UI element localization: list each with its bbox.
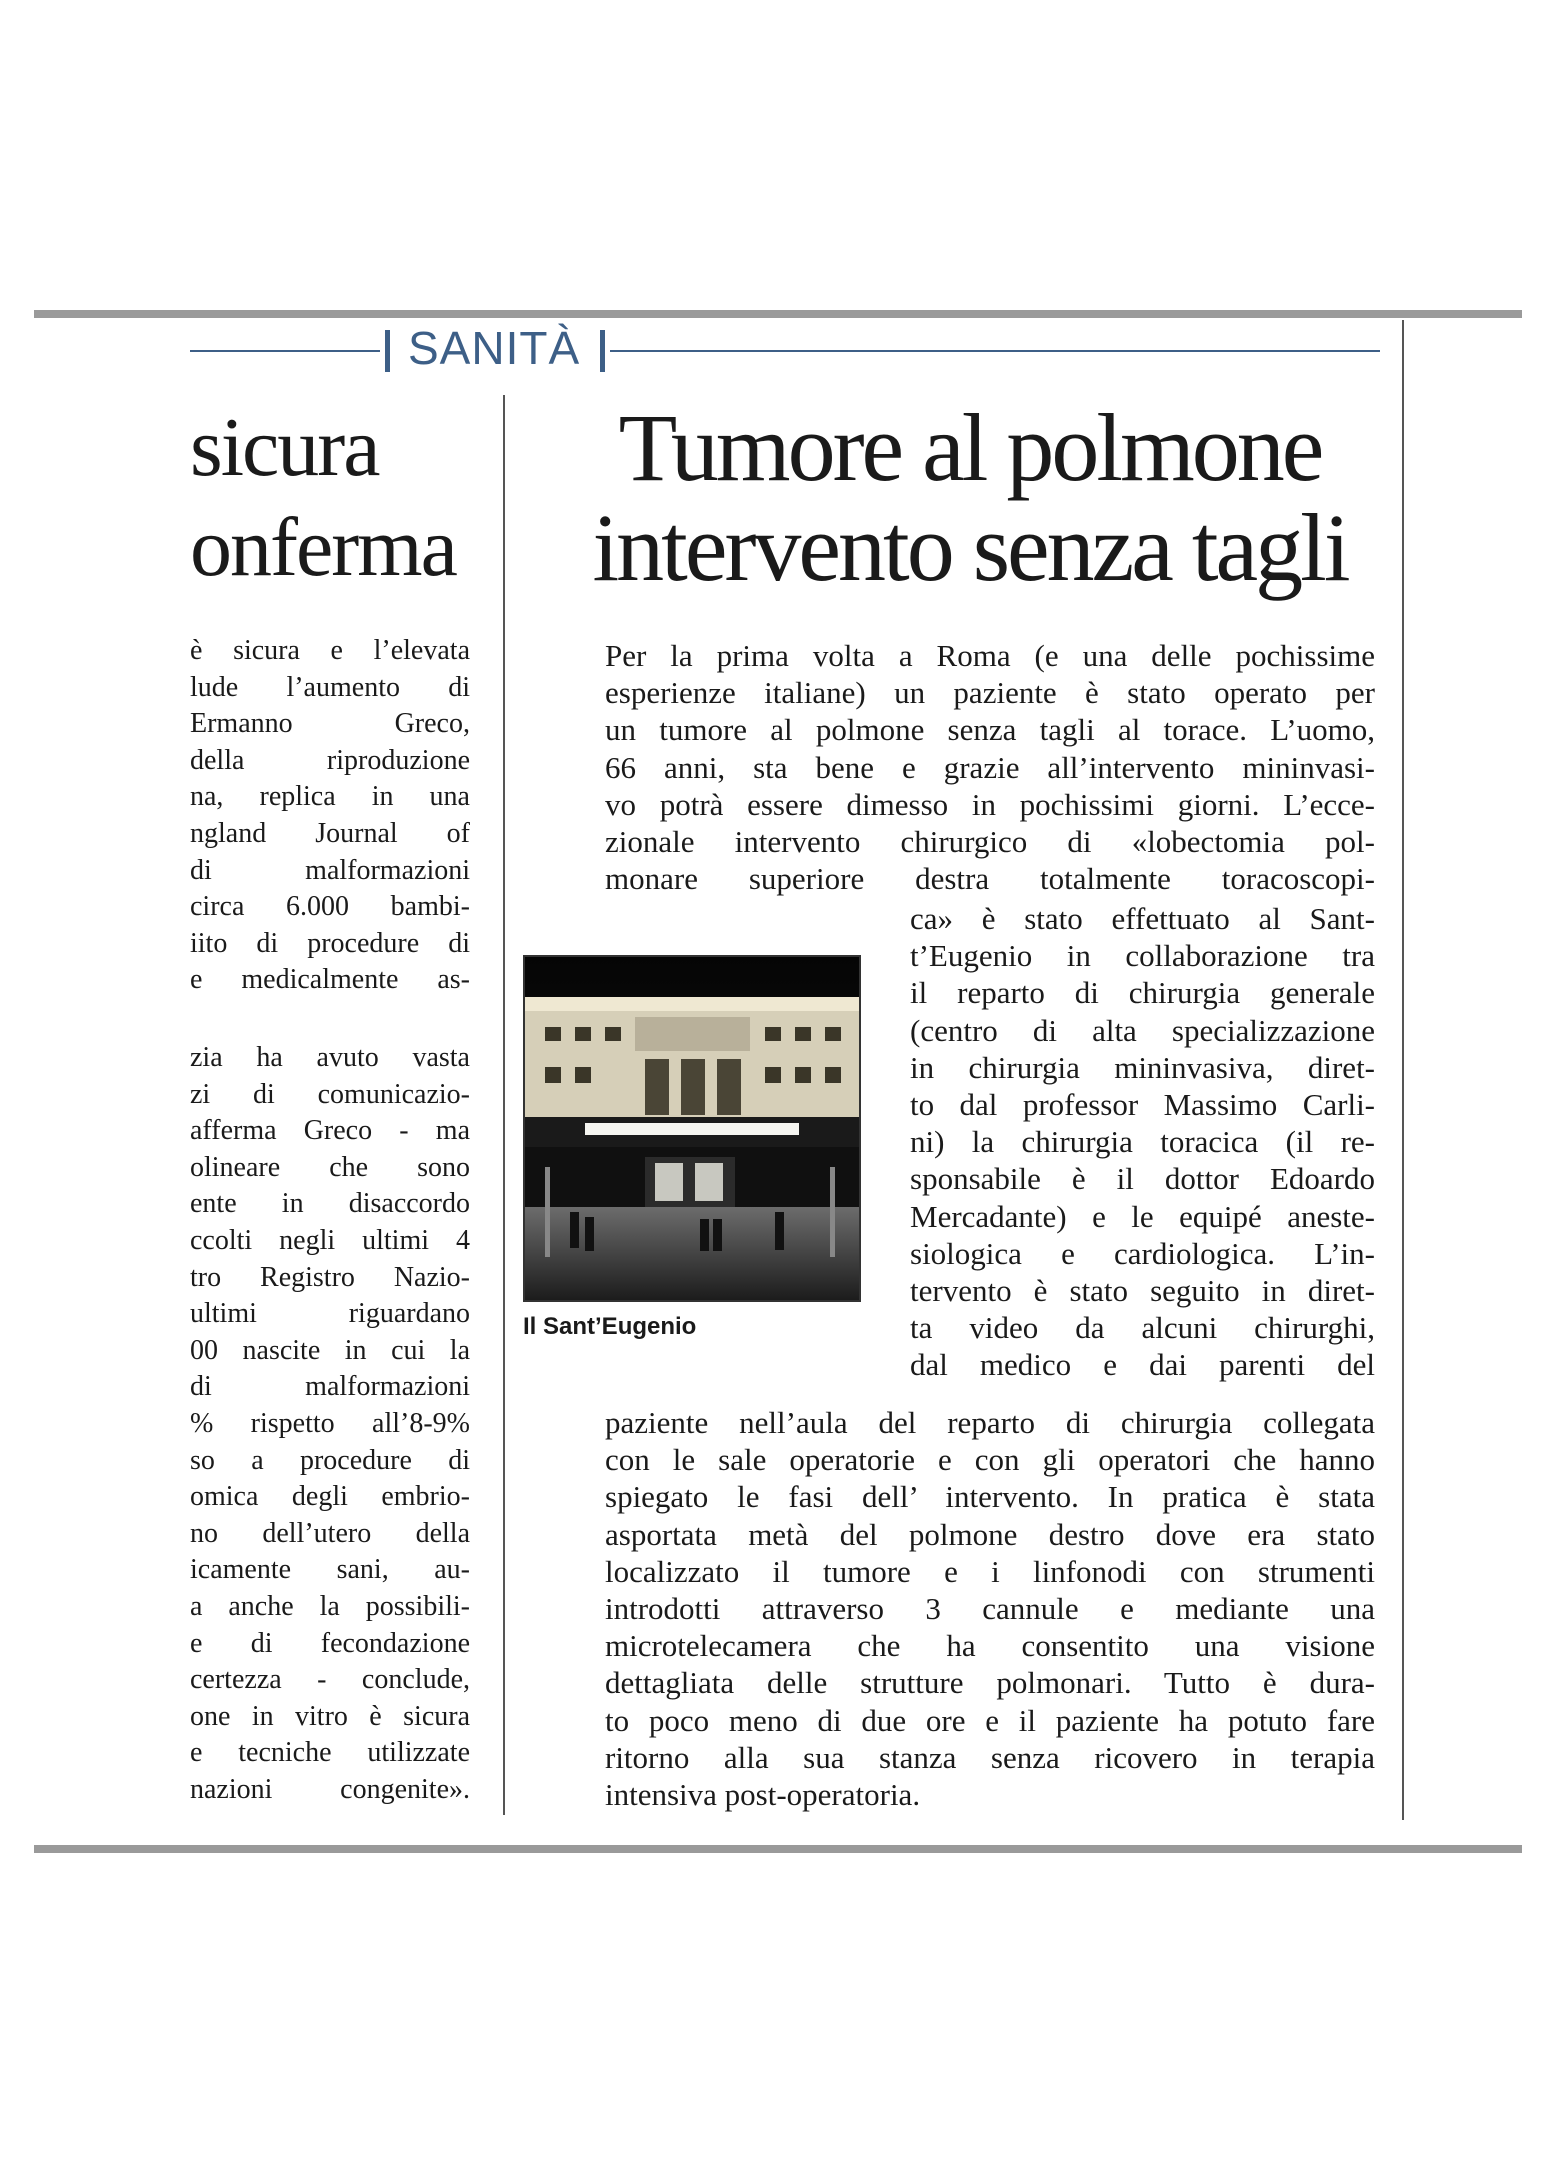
text-line: in chirurgia mininvasiva, diret- xyxy=(910,1049,1375,1085)
text-line: dal medico e dai parenti del xyxy=(910,1347,1375,1383)
text-line: di malformazioni xyxy=(190,854,470,886)
text-line: asportata metà del polmone destro dove era stato xyxy=(605,1516,1375,1552)
article-headline-line-2: intervento senza tagli xyxy=(592,494,1348,601)
text-line: della riproduzione xyxy=(190,744,470,776)
text-line: so a procedure di xyxy=(190,1444,470,1476)
text-line: 00 nascite in cui la xyxy=(190,1334,470,1366)
article-body-bottom xyxy=(605,1404,1375,1813)
text-line: ente in disaccordo xyxy=(190,1188,470,1220)
text-line: ultimi riguardano xyxy=(190,1298,470,1330)
text-line: paziente nell’aula del reparto di chirurgia collegata xyxy=(605,1405,1375,1440)
text-line: ngland Journal of xyxy=(190,817,470,849)
text-line: t’Eugenio in collaborazione tra xyxy=(910,938,1375,974)
text-line: è sicura e l’elevata xyxy=(190,635,470,666)
text-line: sponsabile è il dottor Edoardo xyxy=(910,1161,1375,1197)
left-headline-line-1: sicura xyxy=(190,401,379,494)
text-line: Mercadante) e le equipé aneste- xyxy=(910,1198,1375,1234)
text-line: di malformazioni xyxy=(190,1371,470,1403)
text-line: certezza - conclude, xyxy=(190,1664,470,1696)
text-line: zi di comunicazio- xyxy=(190,1078,470,1110)
text-line: siologica e cardiologica. L’in- xyxy=(910,1235,1375,1271)
text-line: ccolti negli ultimi 4 xyxy=(190,1224,470,1256)
text-line: (centro di alta specializzazione xyxy=(910,1012,1375,1048)
text-line: introdotti attraverso 3 cannule e mediante una xyxy=(605,1590,1375,1626)
text-line: na, replica in una xyxy=(190,781,470,813)
text-line: tro Registro Nazio- xyxy=(190,1261,470,1293)
bottom-rule xyxy=(34,1845,1522,1853)
section-bar-right xyxy=(600,330,605,372)
text-line: to poco meno di due ore e il paziente ha potuto fare xyxy=(605,1702,1375,1738)
hospital-building-image xyxy=(525,957,859,1300)
text-line: afferma Greco - ma xyxy=(190,1115,470,1147)
text-line: intensiva post-operatoria. xyxy=(605,1776,921,1812)
text-line: il reparto di chirurgia generale xyxy=(910,975,1375,1011)
text-line: localizzato il tumore e i linfonodi con strumenti xyxy=(605,1553,1375,1589)
text-line: lude l’aumento di xyxy=(190,671,470,703)
left-headline-line-2: onferma xyxy=(190,501,456,594)
text-line: Ermanno Greco, xyxy=(190,708,470,740)
text-line: to dal professor Massimo Carli- xyxy=(910,1086,1375,1122)
text-line: e medicalmente as- xyxy=(190,964,470,996)
text-line: no dell’utero della xyxy=(190,1517,470,1549)
text-line: ca» è stato effettuato al Sant- xyxy=(910,901,1375,936)
article-body-top xyxy=(605,637,1375,897)
text-line: one in vitro è sicura xyxy=(190,1700,470,1732)
top-rule xyxy=(34,310,1522,318)
text-line: 66 anni, sta bene e grazie all’intervento mininvasi- xyxy=(605,749,1375,785)
text-line: olineare che sono xyxy=(190,1151,470,1183)
text-line: vo potrà essere dimesso in pochissimi giorni. L’ecce- xyxy=(605,786,1375,822)
text-line: a anche la possibili- xyxy=(190,1590,470,1622)
column-divider xyxy=(503,395,505,1815)
left-paragraph-1 xyxy=(190,633,470,999)
text-line: zia ha avuto vasta xyxy=(190,1042,470,1073)
text-line: circa 6.000 bambi- xyxy=(190,891,470,923)
text-line: ni) la chirurgia toracica (il re- xyxy=(910,1124,1375,1160)
text-line: e di fecondazione xyxy=(190,1627,470,1659)
photo-caption: Il Sant’Eugenio xyxy=(523,1313,697,1340)
section-rule-right xyxy=(610,350,1380,352)
right-column-rule xyxy=(1402,320,1404,1820)
text-line: nazioni congenite». xyxy=(190,1773,470,1805)
text-line: microtelecamera che ha consentito una visione xyxy=(605,1628,1375,1664)
text-line: omica degli embrio- xyxy=(190,1481,470,1513)
text-line: ritorno alla sua stanza senza ricovero in terapia xyxy=(605,1739,1375,1775)
text-line: con le sale operatorie e con gli operatori che hanno xyxy=(605,1442,1375,1478)
text-line: zionale intervento chirurgico di «lobectomia pol- xyxy=(605,823,1375,859)
article-headline-line-1: Tumore al polmone xyxy=(618,394,1322,501)
article-body-side xyxy=(910,900,1375,1383)
text-line: tervento è stato seguito in diret- xyxy=(910,1272,1375,1308)
text-line: iito di procedure di xyxy=(190,927,470,959)
hospital-photo xyxy=(523,955,861,1302)
text-line: Per la prima volta a Roma (e una delle pochissime xyxy=(605,638,1375,673)
text-line: icamente sani, au- xyxy=(190,1554,470,1586)
left-paragraph-2 xyxy=(190,1040,470,1808)
text-line: monare superiore destra totalmente toracoscopi- xyxy=(605,861,1375,897)
text-line: esperienze italiane) un paziente è stato operato per xyxy=(605,675,1375,711)
section-label: SANITÀ xyxy=(408,322,581,374)
text-line: % rispetto all’8-9% xyxy=(190,1407,470,1439)
text-line: un tumore al polmone senza tagli al torace. L’uomo, xyxy=(605,712,1375,748)
text-line: dettagliata delle strutture polmonari. Tutto è dura- xyxy=(605,1665,1375,1701)
text-line: ta video da alcuni chirurghi, xyxy=(910,1310,1375,1346)
text-line: spiegato le fasi dell’ intervento. In pratica è stata xyxy=(605,1479,1375,1515)
section-rule-left xyxy=(190,350,380,352)
text-line: e tecniche utilizzate xyxy=(190,1737,470,1769)
section-bar-left xyxy=(385,330,390,372)
